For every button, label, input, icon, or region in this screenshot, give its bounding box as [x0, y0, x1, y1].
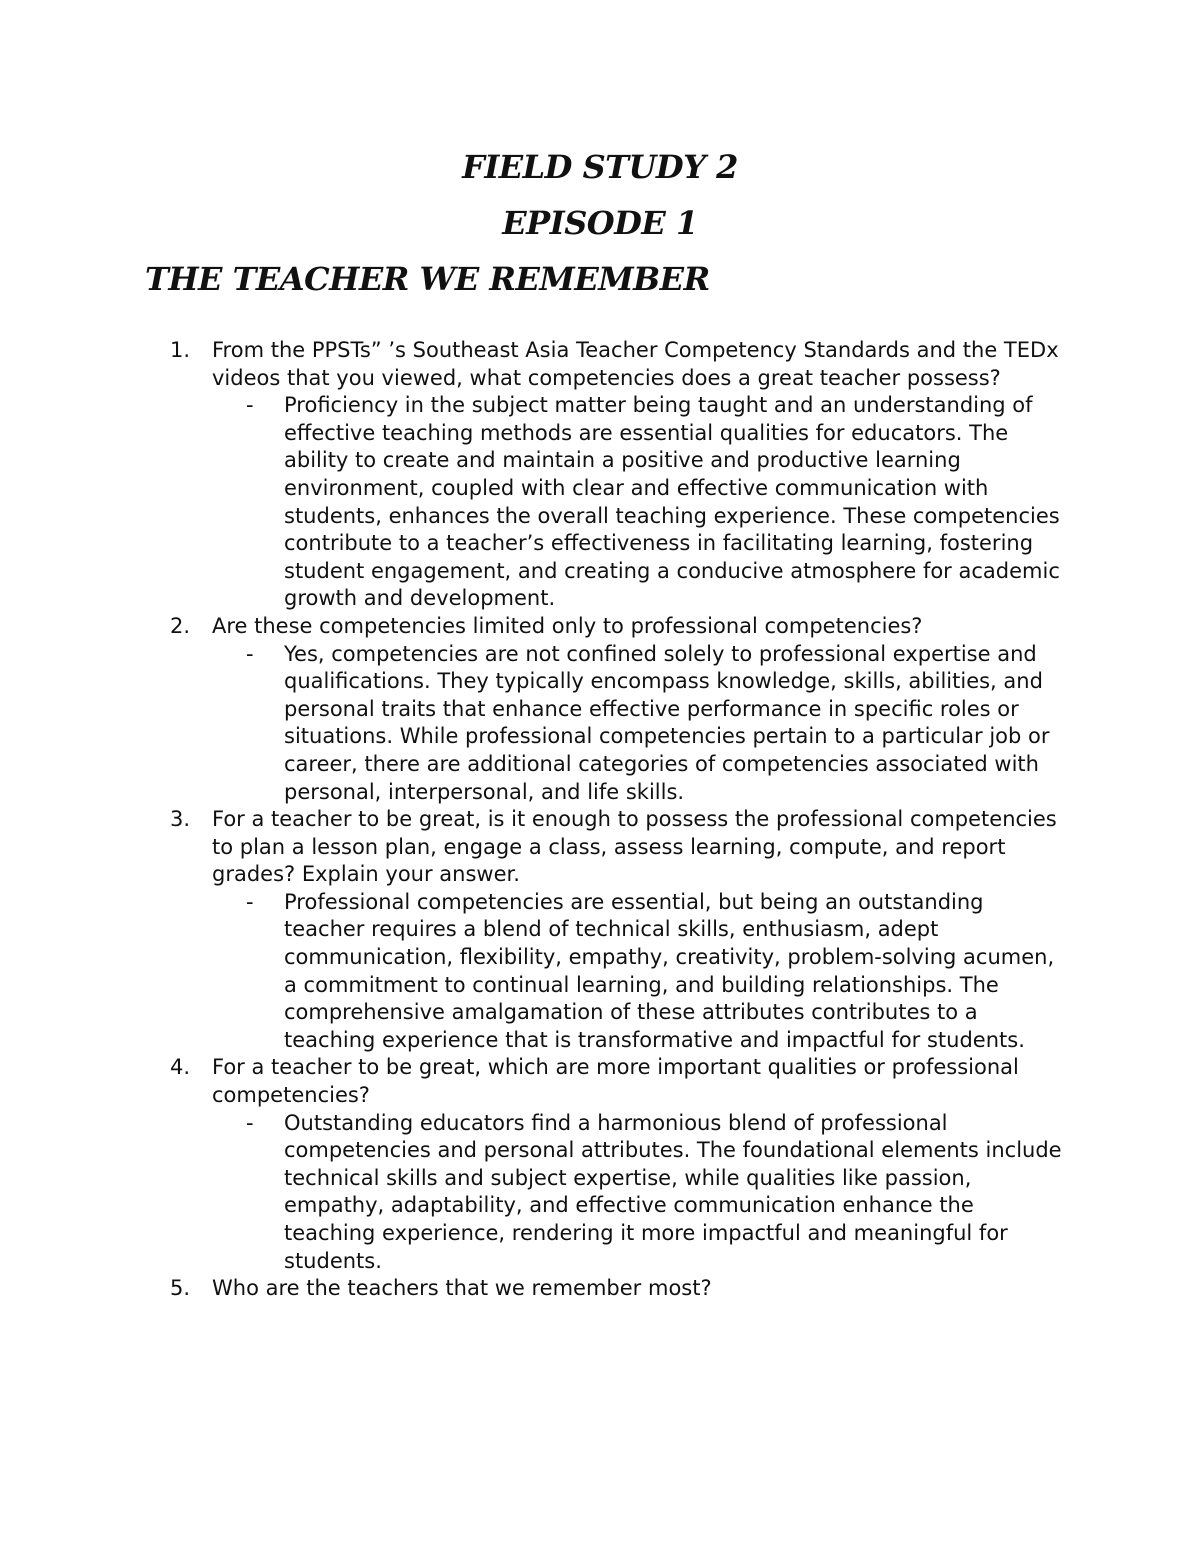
document-episode: EPISODE 1 [502, 204, 698, 242]
document-heading: THE TEACHER WE REMEMBER [145, 260, 710, 298]
answer-text: Proficiency in the subject matter being taught and an understanding of effective teaching methods are essential qualities for educators. The ability to create and maintain a positive and productive learning environment, coupled with clear and effective communication with students, enhances the overall teaching experience. These competencies contribute to a teacher’s effectiveness in facilitating learning, fostering student engagement, and creating a conducive atmosphere for academic growth and development. [284, 393, 1060, 611]
question-text: For a teacher to be great, which are more important qualities or professional competencies? [212, 1055, 1019, 1108]
answer-text: Yes, competencies are not confined solely to professional expertise and qualifications. They typically encompass knowledge, skills, abilities, and personal traits that enhance effective performance in specific roles or situations. While professional competencies pertain to a particular job or career, there are additional categories of competencies associated with personal, interpersonal, and life skills. [284, 641, 1050, 804]
question-text: From the PPSTs” ’s Southeast Asia Teacher Competency Standards and the TEDx videos that you viewed, what competencies does a great teacher possess? [212, 338, 1059, 390]
dash-bullet: - [246, 889, 254, 914]
document-title: FIELD STUDY 2 [462, 148, 738, 186]
question-list [170, 337, 1070, 1303]
dash-bullet: - [246, 1110, 254, 1135]
answer-block [212, 392, 1070, 613]
answer-text: Professional competencies are essential, but being an outstanding teacher requires a blend of technical skills, enthusiasm, adept communication, flexibility, empathy, creativity, problem-solving acumen, a commitment to continual learning, and building relationships. The comprehensive amalgamation of these attributes contributes to a teaching experience that is transformative and impactful for students. [284, 889, 1055, 1052]
question-item-1 [170, 337, 1070, 613]
answer-text: Outstanding educators find a harmonious blend of professional competencies and personal attributes. The foundational elements include technical skills and subject expertise, while qualities like passion, empathy, adaptability, and effective communication enhance the teaching experience, rendering it more impactful and meaningful for students. [284, 1110, 1062, 1273]
question-text: Are these competencies limited only to professional competencies? [212, 613, 923, 638]
question-number: 2. [170, 613, 191, 638]
question-number: 5. [170, 1276, 191, 1301]
question-number: 1. [170, 338, 191, 362]
question-item-4 [170, 1054, 1070, 1275]
question-text: For a teacher to be great, is it enough to possess the professional competencies to plan a lesson plan, engage a class, assess learning, compute, and report grades? Explain your answer. [212, 807, 1057, 887]
question-text: Who are the teachers that we remember most? [212, 1276, 712, 1301]
dash-bullet: - [246, 641, 254, 666]
answer-block [212, 889, 1070, 1055]
question-item-5 [170, 1275, 1070, 1303]
answer-block [212, 1110, 1070, 1276]
answer-block [212, 641, 1070, 807]
dash-bullet: - [246, 393, 254, 418]
question-item-2 [170, 613, 1070, 806]
question-item-3 [170, 806, 1070, 1054]
question-number: 4. [170, 1055, 191, 1080]
question-number: 3. [170, 807, 191, 832]
